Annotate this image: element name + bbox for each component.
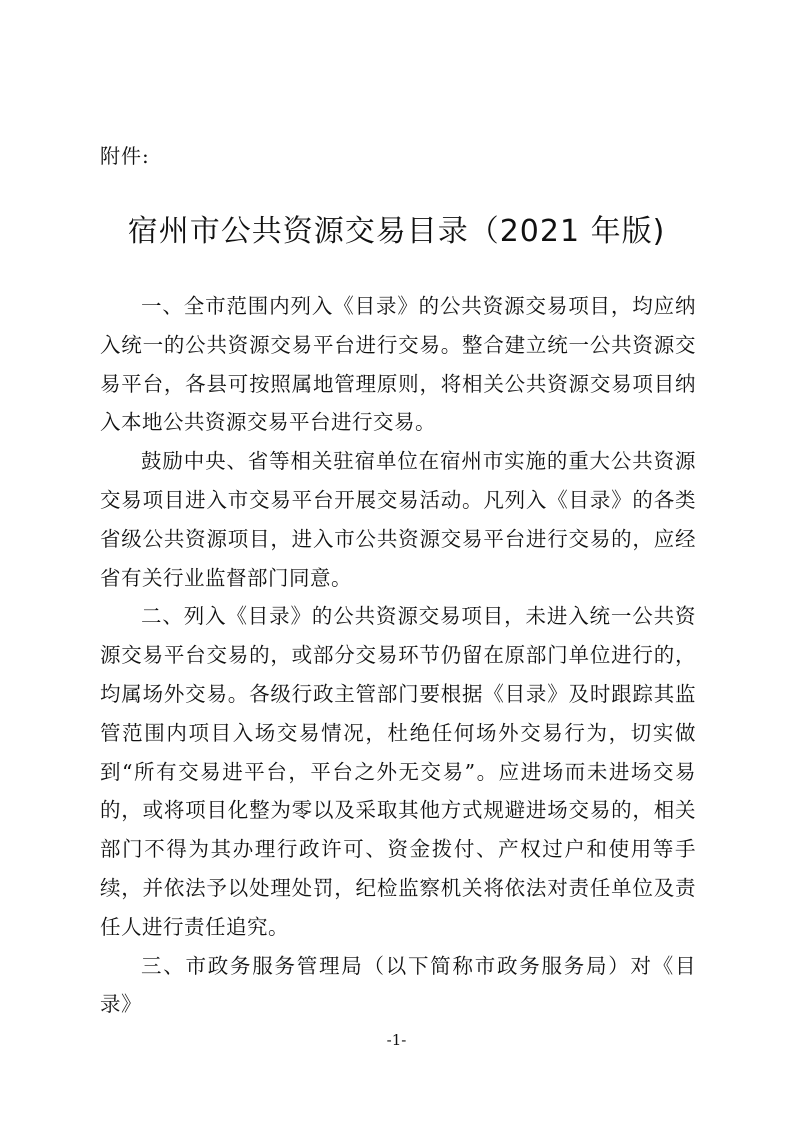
document-body xyxy=(100,287,696,1024)
attachment-label: 附件: xyxy=(100,144,150,168)
paragraph-2: 鼓励中央、省等相关驻宿单位在宿州市实施的重大公共资源交易项目进入市交易平台开展交易活动。凡列入《目录》的各类省级公共资源项目，进入市公共资源交易平台进行交易的，应经省有关行业监督部门同意。 xyxy=(100,449,696,590)
page-number: -1- xyxy=(386,1031,407,1049)
paragraph-3: 二、列入《目录》的公共资源交易项目，未进入统一公共资源交易平台交易的，或部分交易环节仍留在原部门单位进行的，均属场外交易。各级行政主管部门要根据《目录》及时跟踪其监管范围内项目入场交易情况，杜绝任何场外交易行为，切实做到“所有交易进平台，平台之外无交易”。应进场而未进场交易的，或将项目化整为零以及采取其他方式规避进场交易的，相关部门不得为其办理行政许可、资金拨付、产权过户和使用等手续，并依法予以处理处罚，纪检监察机关将依法对责任单位及责任人进行责任追究。 xyxy=(100,604,696,939)
document-title: 宿州市公共资源交易目录（2021 年版) xyxy=(127,214,666,249)
paragraph-4: 三、市政务服务管理局（以下简称市政务服务局）对《目录》 xyxy=(100,953,696,1017)
paragraph-1: 一、全市范围内列入《目录》的公共资源交易项目，均应纳入统一的公共资源交易平台进行交易。整合建立统一公共资源交易平台，各县可按照属地管理原则，将相关公共资源交易项目纳入本地公共资源交易平台进行交易。 xyxy=(100,294,696,435)
